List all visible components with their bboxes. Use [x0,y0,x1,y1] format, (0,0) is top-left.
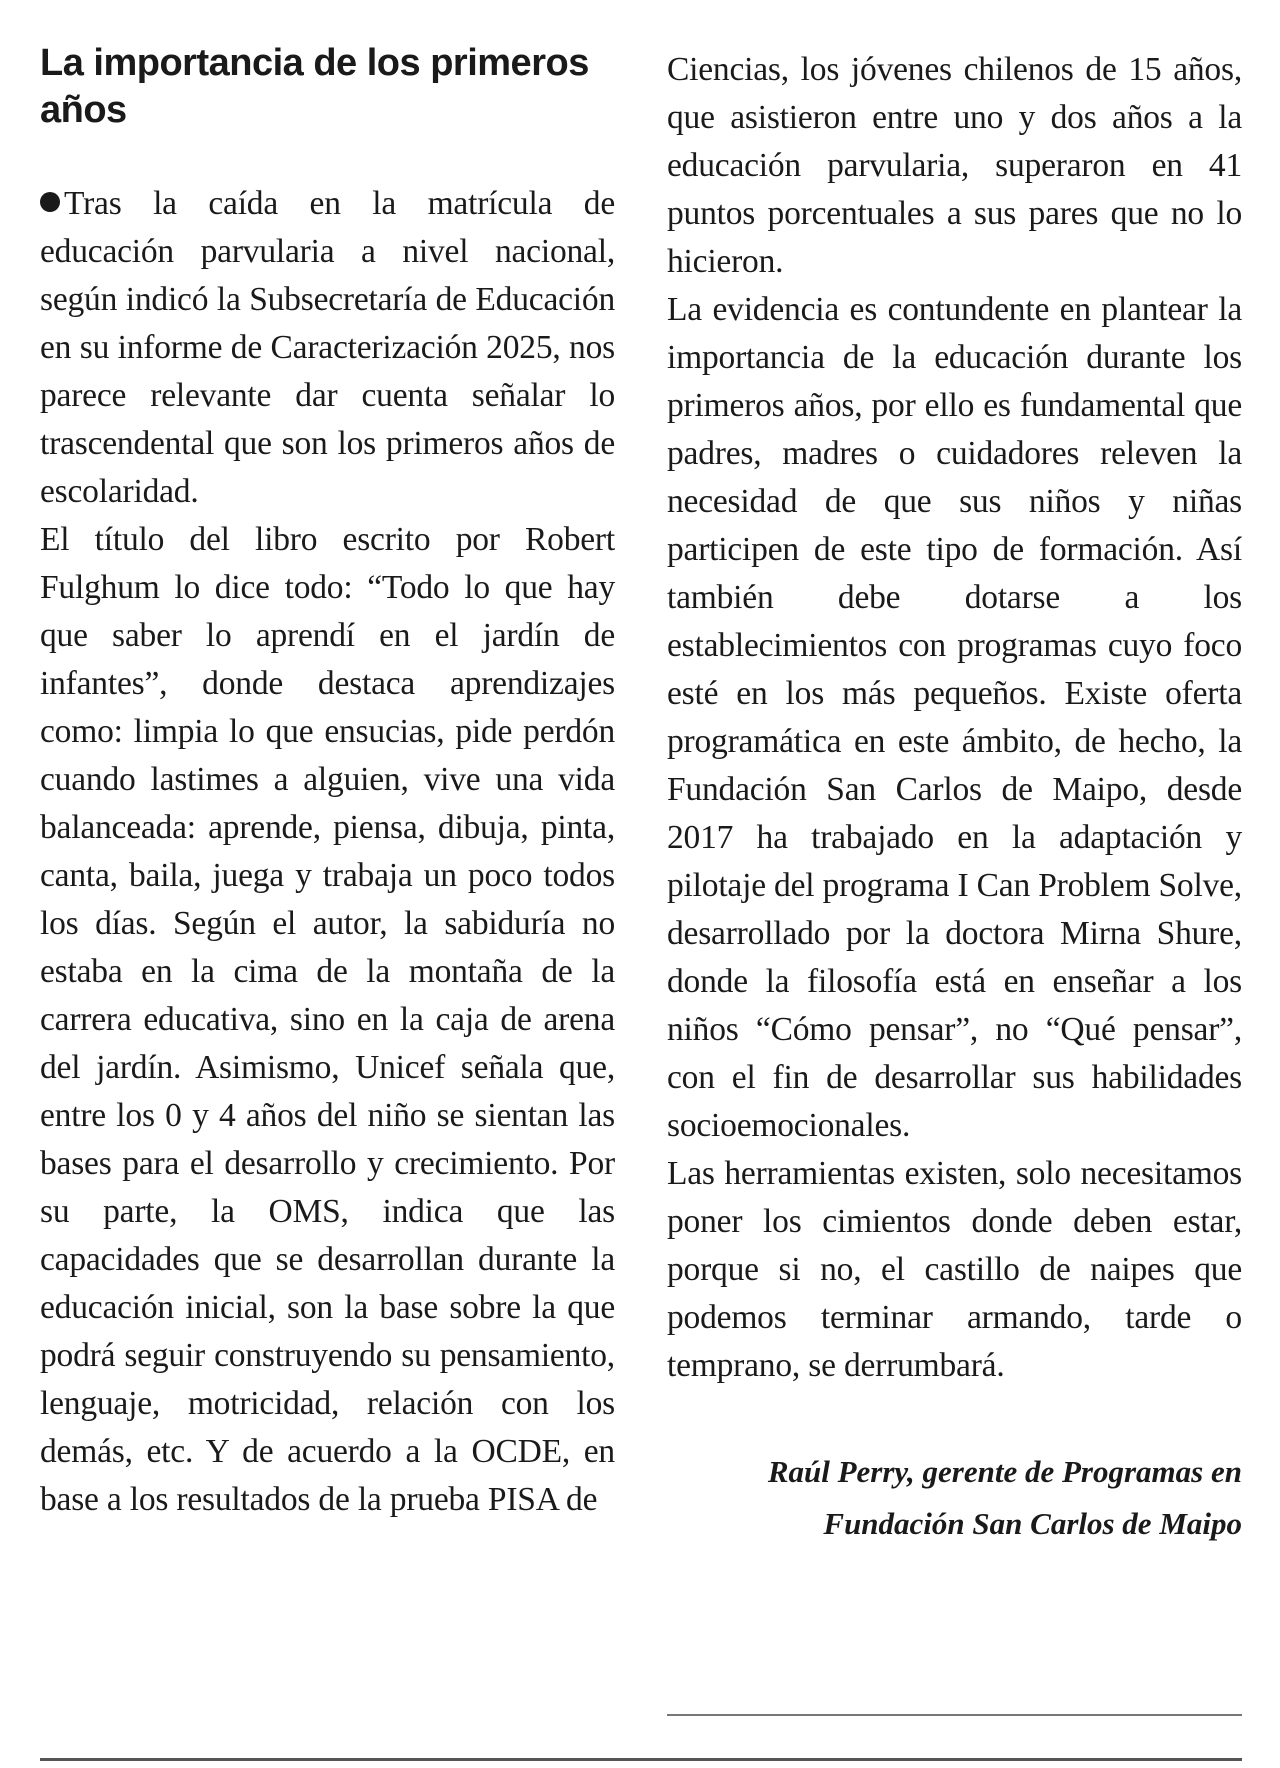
signature-divider [667,1714,1242,1716]
paragraph-5: Las herramientas existen, solo necesitamos poner los cimientos donde deben estar, porque si no, el castillo de naipes que podemos terminar armando, tarde o temprano, se derrumbará. [667,1155,1242,1384]
bottom-rule [40,1758,1242,1761]
paragraph-3: Ciencias, los jóvenes chilenos de 15 años, que asistieron entre uno y dos años a la educación parvularia, superaron en 41 puntos porcentuales a sus pares que no lo hicieron. [667,51,1242,280]
article-title: La importancia de los primeros años [40,42,589,131]
bullet-icon [40,192,60,212]
paragraph-2: El título del libro escrito por Robert Fulghum lo dice todo: “Todo lo que hay que saber lo aprendí en el jardín de infantes”, donde destaca aprendizajes como: limpia lo que ensucias, pide perdón cuando lastimes a alguien, vive una vida balanceada: aprende, piensa, dibuja, pinta, canta, baila, juega y trabaja un poco todos los días. Según el autor, la sabiduría no estaba en la cima de la montaña de la carrera educativa, sino en la caja de arena del jardín. Asimismo, Unicef señala que, entre los 0 y 4 años del niño se sientan las bases para el desarrollo y crecimiento. Por su parte, la OMS, indica que las capacidades que se desarrollan durante la educación inicial, son la base sobre la que podrá seguir construyendo su pensamiento, lenguaje, motricidad, relación con los demás, etc. Y de acuerdo a la OCDE, en base a los resultados de la prueba PISA de [40,521,615,1518]
paragraph-4: La evidencia es contundente en plantear la importancia de la educación durante los primeros años, por ello es fundamental que padres, madres o cuidadores releven la necesidad de que sus niños y niñas participen de este tipo de formación. Así también debe dotarse a los establecimientos con programas cuyo foco esté en los más pequeños. Existe oferta programática en este ámbito, de hecho, la Fundación San Carlos de Maipo, desde 2017 ha trabajado en la adaptación y pilotaje del programa I Can Problem Solve, desarrollado por la doctora Mirna Shure, donde la filosofía está en enseñar a los niños “Cómo pensar”, no “Qué pensar”, con el fin de desarrollar sus habilidades socioemocionales. [667,291,1242,1144]
right-column [667,46,1242,1550]
paragraph-1-text: Tras la caída en la matrícula de educación parvularia a nivel nacional, según indicó la Subsecretaría de Educación en su informe de Caracterización 2025, nos parece relevante dar cuenta señalar lo trascendental que son los primeros años de escolaridad. [40,185,615,510]
signature-line-2: Fundación San Carlos de Maipo [823,1506,1242,1541]
signature-line-1: Raúl Perry, gerente de Programas en [767,1454,1242,1489]
author-signature [667,1446,1242,1550]
left-column [40,40,615,1524]
paragraph-1 [40,180,615,516]
